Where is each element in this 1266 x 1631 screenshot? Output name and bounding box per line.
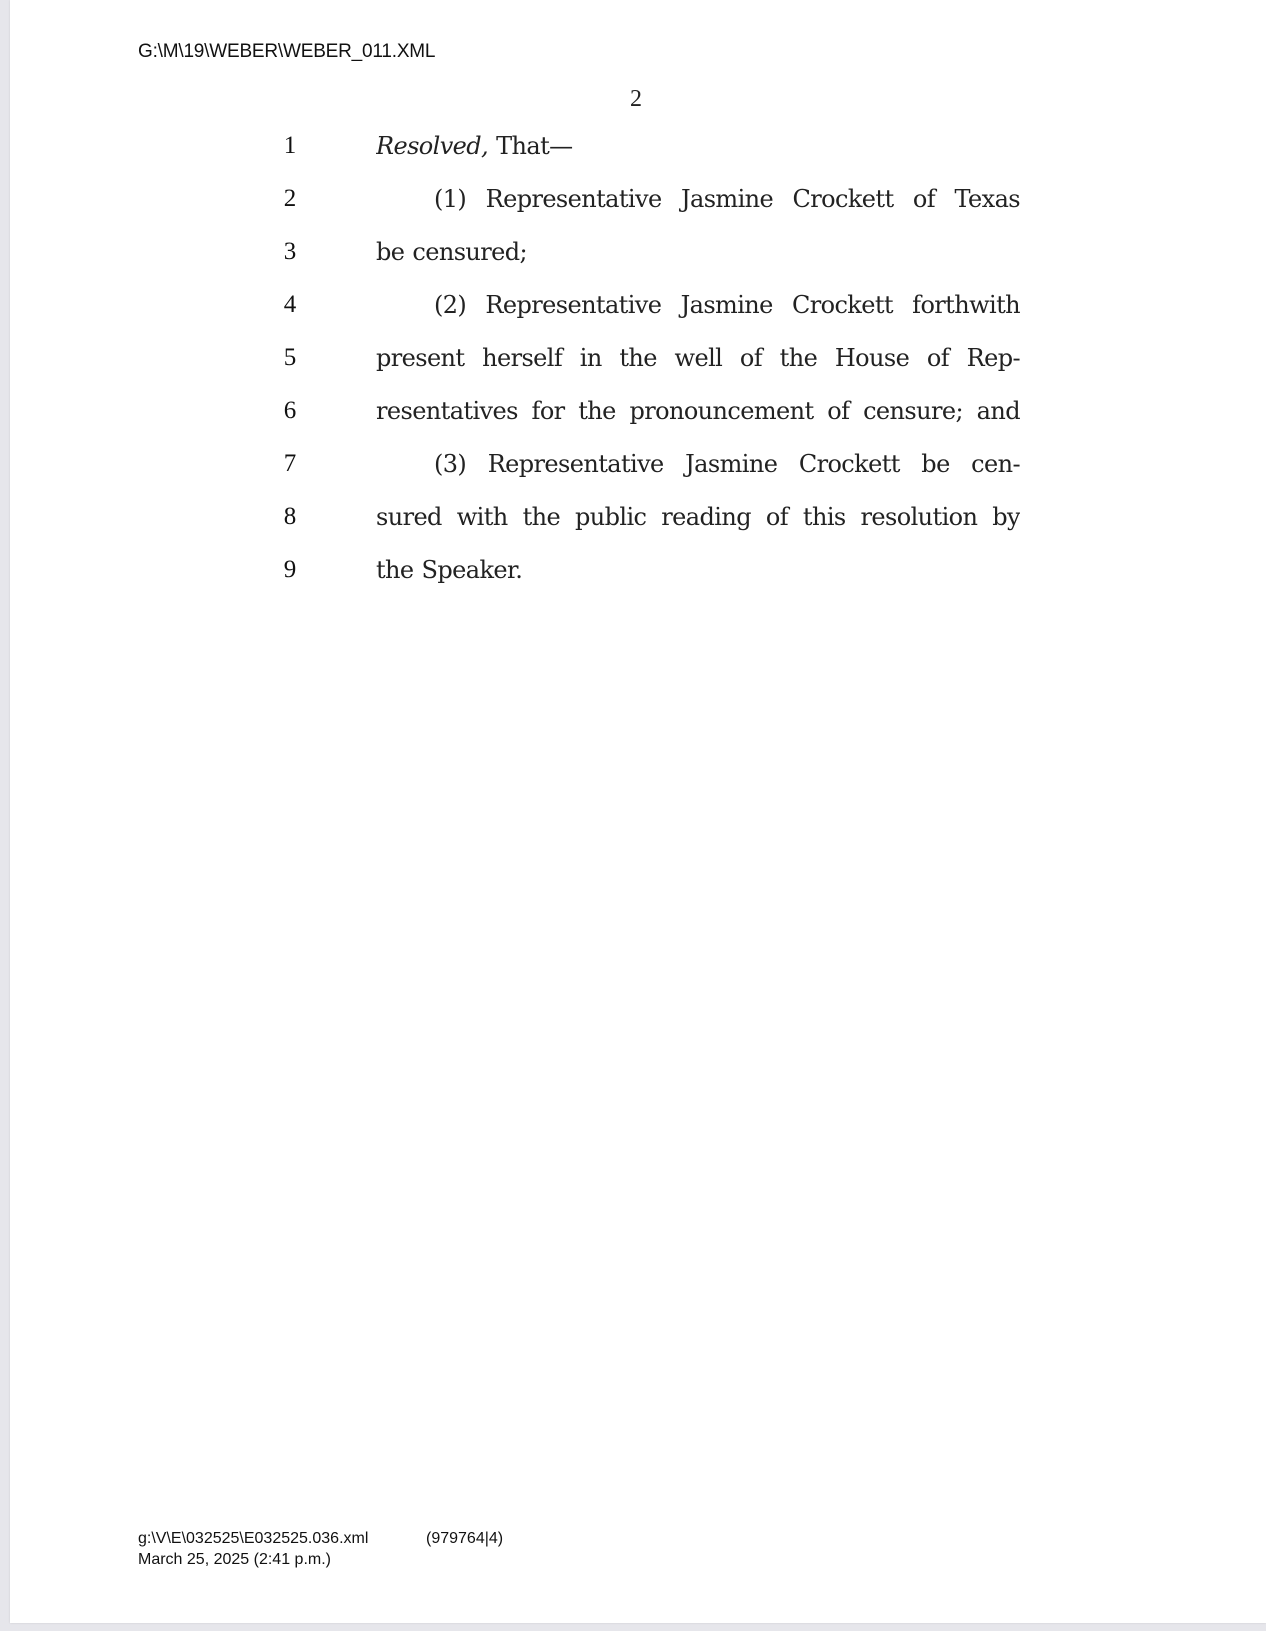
line-number: 4 [283,291,297,318]
line-text: present herself in the well of the House of Rep- [376,344,1020,372]
line-number: 7 [283,450,297,477]
line-2 [10,185,1266,239]
page-number: 2 [630,86,642,112]
footer-info [138,1528,368,1570]
resolved-italic: Resolved, [376,132,489,160]
line-number: 6 [283,397,297,424]
line-5 [10,344,1266,398]
line-text: (1) Representative Jasmine Crockett of Texas [434,185,1020,213]
footer-date: March 25, 2025 (2:41 p.m.) [138,1551,331,1568]
line-3 [10,238,1266,292]
resolved-rest: That— [488,132,573,160]
line-text: resentatives for the pronouncement of censure; and [376,397,1020,425]
line-number: 8 [283,503,297,530]
line-number: 1 [283,132,297,159]
line-text: sured with the public reading of this resolution by [376,503,1020,531]
line-number: 5 [283,344,297,371]
line-number: 9 [283,556,297,583]
line-text: be censured; [376,238,527,266]
line-9 [10,556,1266,610]
document-page [10,0,1266,1623]
footer-xml-path: g:\V\E\032525\E032525.036.xml [138,1530,369,1547]
line-7 [10,450,1266,504]
line-number: 2 [283,185,297,212]
line-text [376,132,1020,160]
line-text: (2) Representative Jasmine Crockett forthwith [434,291,1020,319]
footer-doc-id: (979764|4) [426,1530,504,1547]
line-8 [10,503,1266,557]
header-file-path: G:\M\19\WEBER\WEBER_011.XML [138,41,436,62]
line-1 [10,132,1266,186]
line-text: (3) Representative Jasmine Crockett be cen- [434,450,1020,478]
line-number: 3 [283,238,297,265]
line-text: the Speaker. [376,556,523,584]
line-6 [10,397,1266,451]
line-4 [10,291,1266,345]
